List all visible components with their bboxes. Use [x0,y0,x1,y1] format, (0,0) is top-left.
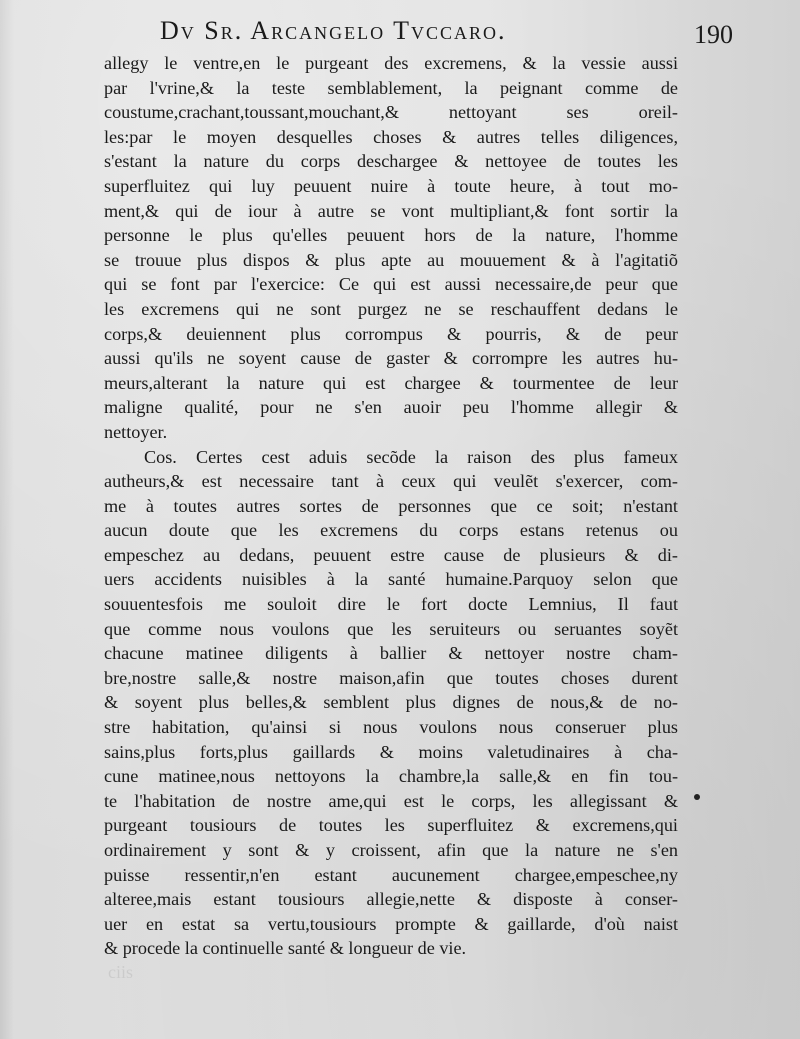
text-line: que comme nous voulons que les seruiteurs ou seruantes soyẽt [104,618,678,639]
bleed-through-mark: ciis [108,962,133,982]
text-line: allegy le ventre,en le purgeant des excremens, & la vessie aussi [104,53,678,73]
text-line: souuentesfois me souloit dire le fort docte Lemnius, Il faut [104,594,678,615]
page-number: 190 [694,20,733,49]
body-text [104,51,678,961]
running-title: Dv Sr. Arcangelo Tvccaro. [160,16,507,45]
speaker-paragraph-start: Cos. Certes cest aduis secõde la raison des plus fameux [144,446,678,467]
text-line: purgeant tousiours de toutes les superfluitez & excremens,qui [104,815,678,836]
text-line: ment,& qui de iour à autre se vont multipliant,& font sortir la [104,200,678,221]
text-line: te l'habitation de nostre ame,qui est le corps, les allegissant & [104,790,678,811]
text-line: coustume,crachant,toussant,mouchant,& nettoyant ses oreil- [104,102,678,123]
text-line: sains,plus forts,plus gaillards & moins valetudinaires à cha- [104,741,678,762]
text-line: corps,& deuiennent plus corrompus & pourris, & de peur [104,323,678,344]
text-line: puisse ressentir,n'en estant aucunement chargee,empeschee,ny [104,864,678,885]
text-line: & procede la continuelle santé & longueur de vie. [104,938,467,959]
text-line: aucun doute que les excremens du corps estans retenus ou [104,520,678,541]
text-line: cune matinee,nous nettoyons la chambre,la salle,& en fin tou- [104,766,678,787]
text-line: autheurs,& est necessaire tant à ceux qui veulẽt s'exercer, com- [104,471,678,492]
text-line: uers accidents nuisibles à la santé humaine.Parquoy selon que [104,569,678,590]
text-line: & soyent plus belles,& semblent plus dignes de nous,& de no- [104,692,678,713]
text-line: par l'vrine,& la teste semblablement, la peignant comme de [104,77,678,98]
text-line: ordinairement y sont & y croissent, afin que la nature ne s'en [104,840,678,860]
text-line: me à toutes autres sortes de personnes que ce soit; n'estant [104,495,678,516]
text-line: les excremens qui ne sont purgez ne se reschauffent dedans le [104,298,678,319]
text-line: chacune matinee diligents à ballier & nettoyer nostre cham- [104,643,678,664]
text-line: maligne qualité, pour ne s'en auoir peu l'homme allegir & [104,397,678,418]
text-line: qui se font par l'exercice: Ce qui est aussi necessaire,de peur que [104,274,678,295]
text-line: superfluitez qui luy peuuent nuire à toute heure, à tout mo- [104,175,678,196]
text-line: meurs,alterant la nature qui est chargee & tourmentee de leur [104,372,678,393]
text-line: les:par le moyen desquelles choses & autres telles diligences, [104,126,678,147]
text-line: bre,nostre salle,& nostre maison,afin que toutes choses durent [104,667,678,688]
text-line: se trouue plus dispos & plus apte au mouuement & à l'agitatiõ [104,249,678,270]
text-line: alteree,mais estant tousiours allegie,nette & disposte à conser- [104,889,678,910]
text-line: uer en estat sa vertu,tousiours prompte & gaillarde, d'où naist [104,913,678,934]
text-line: nettoyer. [104,421,168,442]
text-line: personne le plus qu'elles peuuent hors de la nature, l'homme [104,225,678,246]
text-line: aussi qu'ils ne soyent cause de gaster & corrompre les autres hu- [104,348,678,369]
text-line: s'estant la nature du corps deschargee & nettoyee de toutes les [104,151,678,172]
text-line: empeschez au dedans, peuuent estre cause de plusieurs & di- [104,544,678,565]
text-line: stre habitation, qu'ainsi si nous voulons nous conseruer plus [104,717,678,738]
ink-speck [694,794,700,800]
